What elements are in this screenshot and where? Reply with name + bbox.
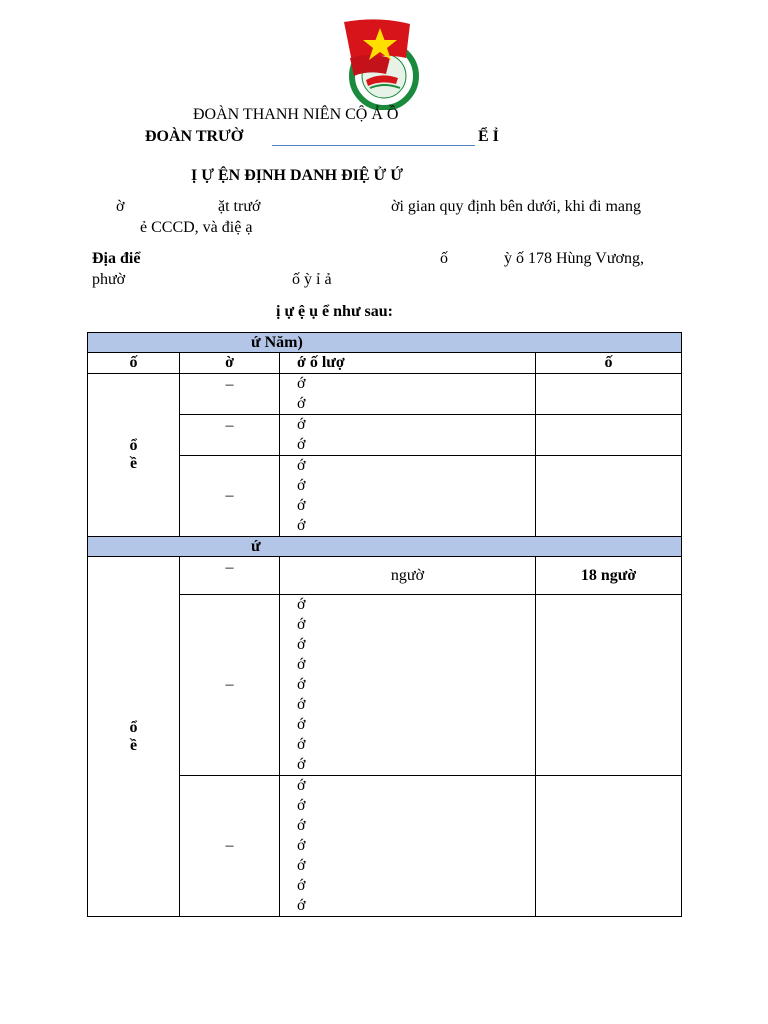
group-line: ớ xyxy=(297,375,306,392)
table-row xyxy=(88,557,682,595)
intro-line1-part2: ặt trướ xyxy=(218,198,261,215)
column-header: ố xyxy=(88,353,180,374)
group-line: ớ xyxy=(297,676,306,693)
section1-label: ứ Năm) xyxy=(251,334,303,351)
group-line: ớ xyxy=(297,837,306,854)
note-cell xyxy=(536,415,682,456)
group-line: ớ xyxy=(297,497,306,514)
group-line: ớ xyxy=(297,877,306,894)
location-line2-part1: phườ xyxy=(92,271,126,288)
intro-line1-part3: ời gian quy định bên dưới, khi đi mang xyxy=(391,198,642,215)
group-line: ớ xyxy=(297,897,306,914)
group-line: ớ xyxy=(297,736,306,753)
time-cell: – xyxy=(180,776,280,917)
school-name-right: Ể Ỉ xyxy=(478,128,499,145)
note-cell xyxy=(536,456,682,537)
group-label-cell xyxy=(88,557,180,917)
group-line: ớ xyxy=(297,596,306,613)
note-cell xyxy=(536,374,682,415)
group-label: ổ xyxy=(129,718,138,736)
group-line: ớ xyxy=(297,656,306,673)
group-line: ớ xyxy=(297,696,306,713)
time-cell: – xyxy=(180,456,280,537)
note-cell: 18 ngườ xyxy=(536,557,682,595)
org-name: ĐOÀN THANH NIÊN CỘ Ả Ồ xyxy=(193,106,399,123)
location-label: Địa điể xyxy=(92,250,141,267)
group-label: ề xyxy=(129,455,138,472)
group-line: ớ xyxy=(297,477,306,494)
time-cell: – xyxy=(180,557,280,595)
column-header-row xyxy=(88,353,682,374)
youth-union-emblem xyxy=(340,18,422,110)
document-title: Ị Ự ỆN ĐỊNH DANH ĐIỆ Ử Ứ xyxy=(191,167,403,184)
group-label: ổ xyxy=(129,437,138,454)
location-line2-part2: ố ỳ ỉ ả xyxy=(292,271,332,288)
section2-label: ứ xyxy=(251,538,261,555)
group-line: ớ xyxy=(297,616,306,633)
column-header: ớ ố lượ xyxy=(280,353,536,374)
group-line: ớ xyxy=(297,436,306,453)
note-cell xyxy=(536,776,682,917)
section-header-row xyxy=(88,537,682,557)
time-cell: – xyxy=(180,415,280,456)
column-header: ố xyxy=(536,353,682,374)
intro-line1-part1: ờ xyxy=(116,198,125,215)
intro-line2: ẻ CCCD, và điệ ạ xyxy=(140,219,253,236)
participants-cell: ngườ xyxy=(280,557,536,595)
group-line: ớ xyxy=(297,797,306,814)
group-label-cell xyxy=(88,374,180,537)
group-lines-cell xyxy=(280,595,536,776)
location-line1-part2: ỳ ố 178 Hùng Vương, xyxy=(504,250,644,267)
time-cell: – xyxy=(180,374,280,415)
group-line: ớ xyxy=(297,457,306,474)
header-underline xyxy=(272,145,475,146)
group-line: ớ xyxy=(297,416,306,433)
location-line1-part1: ố xyxy=(440,250,448,267)
group-line: ớ xyxy=(297,517,306,534)
group-line: ớ xyxy=(297,395,306,412)
section-header-row xyxy=(88,333,682,353)
time-cell: – xyxy=(180,595,280,776)
group-lines-cell xyxy=(280,456,536,537)
note-cell xyxy=(536,595,682,776)
group-label: ề xyxy=(129,736,138,754)
table-row xyxy=(88,374,682,415)
group-line: ớ xyxy=(297,716,306,733)
group-line: ớ xyxy=(297,756,306,773)
group-line: ớ xyxy=(297,817,306,834)
column-header: ờ xyxy=(180,353,280,374)
group-line: ớ xyxy=(297,777,306,794)
group-lines-cell xyxy=(280,776,536,917)
schedule-intro: ị ự ệ ụ ể như sau: xyxy=(276,303,393,320)
group-lines-cell xyxy=(280,374,536,415)
schedule-table xyxy=(87,332,682,917)
group-line: ớ xyxy=(297,636,306,653)
group-line: ớ xyxy=(297,857,306,874)
group-lines-cell xyxy=(280,415,536,456)
school-name-left: ĐOÀN TRƯỜ xyxy=(145,128,244,145)
